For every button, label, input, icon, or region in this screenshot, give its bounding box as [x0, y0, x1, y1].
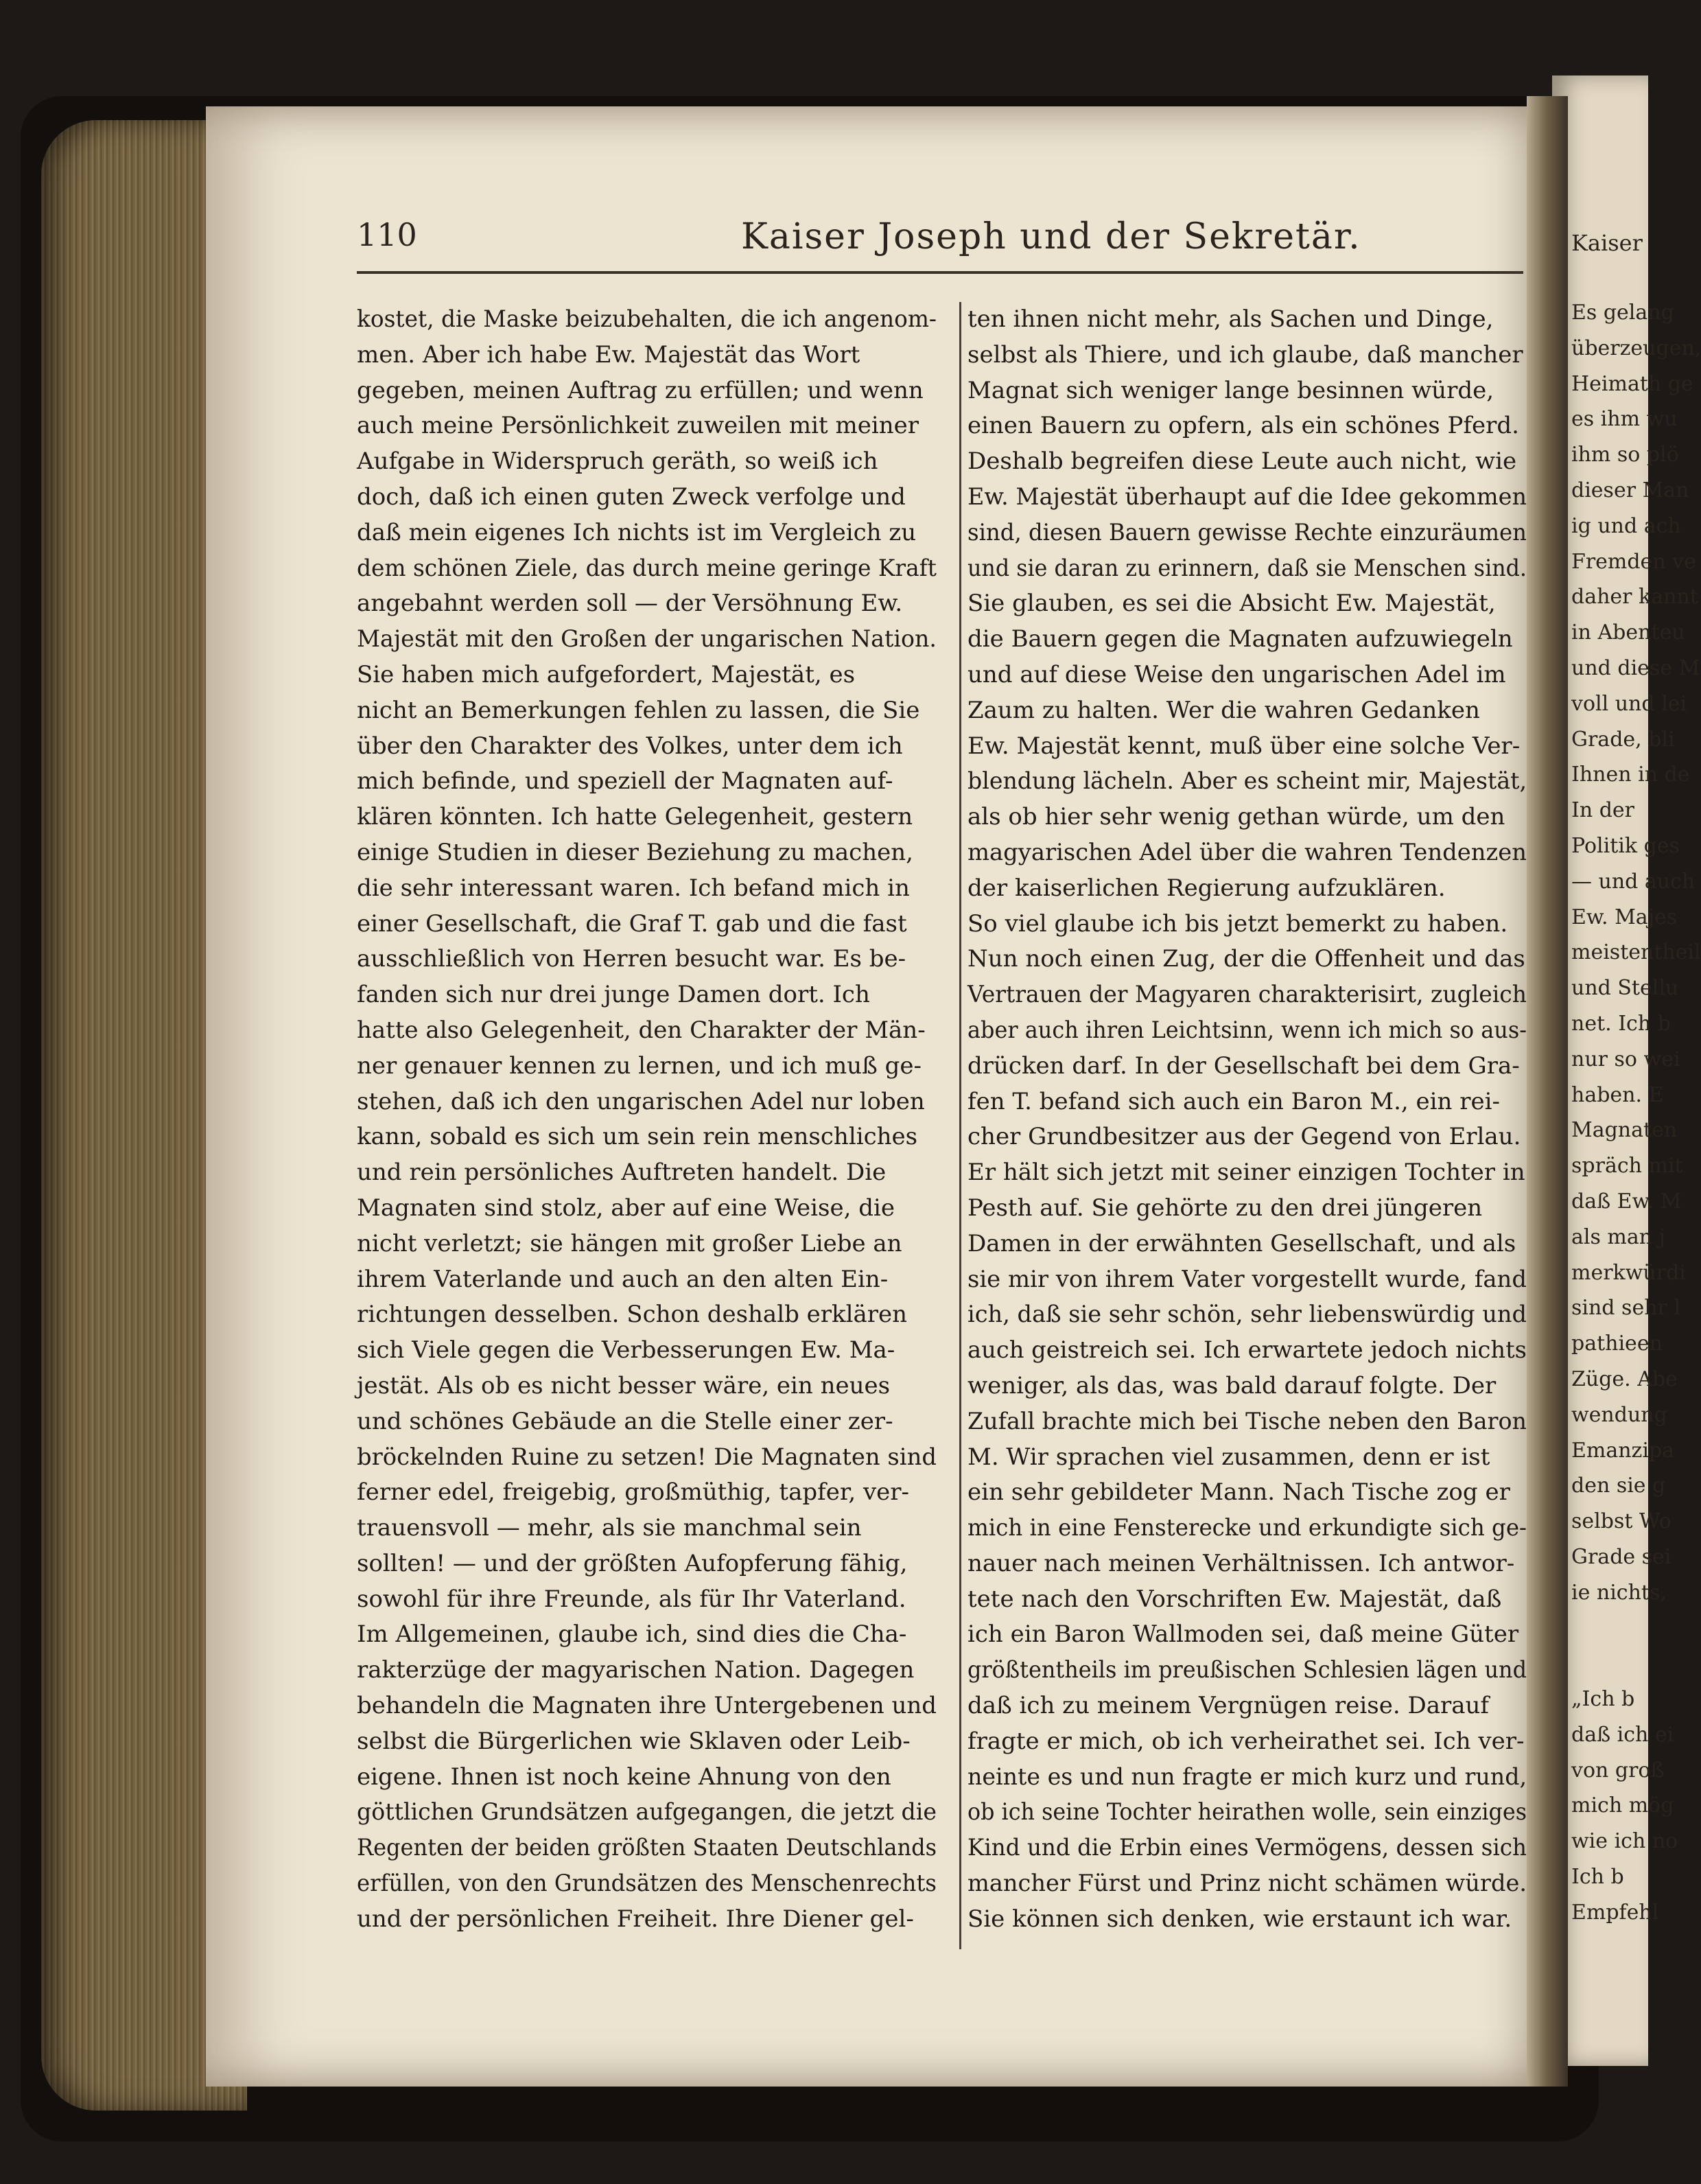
- text-line: in Abenteu: [1571, 620, 1685, 645]
- text-line: rakterzüge der magyarischen Nation. Dagegen: [357, 1656, 915, 1684]
- text-line: magyarischen Adel über die wahren Tendenzen: [967, 838, 1527, 866]
- text-line: ich, daß sie sehr schön, sehr liebenswürdig und: [967, 1301, 1527, 1329]
- text-line: es ihm wu: [1571, 407, 1678, 432]
- text-line: den sie g: [1571, 1474, 1666, 1498]
- text-line: Züge. Abe: [1571, 1367, 1678, 1391]
- text-line: ten ihnen nicht mehr, als Sachen und Dinge,: [967, 305, 1494, 333]
- text-line: einer Gesellschaft, die Graf T. gab und die fast: [357, 909, 907, 938]
- text-line: Empfehl: [1571, 1900, 1659, 1925]
- text-line: merkwürdi: [1571, 1260, 1686, 1285]
- text-line: Heimath ge: [1571, 371, 1693, 396]
- text-line: nicht verletzt; sie hängen mit großer Liebe an: [357, 1229, 902, 1257]
- text-line: und rein persönliches Auftreten handelt. Die: [357, 1159, 887, 1187]
- text-line: Er hält sich jetzt mit seiner einzigen Tochter in: [967, 1159, 1525, 1187]
- text-line: daß Ew. M: [1571, 1189, 1682, 1213]
- text-line: — und auch: [1571, 869, 1696, 894]
- text-line: angebahnt werden soll — der Versöhnung Ew.: [357, 590, 903, 618]
- text-line: daß mein eigenes Ich nichts ist im Vergleich zu: [357, 518, 917, 546]
- text-line: wie ich no: [1571, 1829, 1678, 1854]
- text-line: die sehr interessant waren. Ich befand mich in: [357, 874, 910, 902]
- text-line: und der persönlichen Freiheit. Ihre Diener gel-: [357, 1905, 914, 1933]
- text-line: erfüllen, von den Grundsätzen des Menschenrechts: [357, 1870, 937, 1898]
- text-line: dem schönen Ziele, das durch meine geringe Kraft: [357, 554, 937, 582]
- text-line: dieser Man: [1571, 478, 1689, 502]
- text-line: ihm so plö: [1571, 443, 1679, 467]
- text-line: und sie daran zu erinnern, daß sie Menschen sind.: [967, 554, 1527, 582]
- text-line: einige Studien in dieser Beziehung zu machen,: [357, 838, 913, 866]
- text-line: und schönes Gebäude an die Stelle einer zer-: [357, 1407, 893, 1435]
- text-line: von groß: [1571, 1758, 1665, 1782]
- text-line: hatte also Gelegenheit, den Charakter der Män-: [357, 1016, 926, 1044]
- text-line: als man j: [1571, 1224, 1665, 1249]
- text-line: ich ein Baron Wallmoden sei, daß meine Güter: [967, 1620, 1519, 1649]
- text-line: ig und ach: [1571, 513, 1681, 538]
- text-line: selbst als Thiere, und ich glaube, daß mancher: [967, 340, 1523, 369]
- text-line: meistentheil: [1571, 940, 1701, 965]
- text-line: fanden sich nur drei junge Damen dort. Ich: [357, 981, 870, 1009]
- text-line: aber auch ihren Leichtsinn, wenn ich mich so aus-: [967, 1016, 1527, 1044]
- text-line: daher kannt: [1571, 585, 1698, 609]
- text-line: tete nach den Vorschriften Ew. Majestät, daß: [967, 1585, 1502, 1613]
- text-line: ein sehr gebildeter Mann. Nach Tische zog er: [967, 1478, 1510, 1507]
- text-line: Es gelang: [1571, 301, 1674, 325]
- text-line: ner genauer kennen zu lernen, und ich muß ge-: [357, 1052, 922, 1080]
- text-line: kann, sobald es sich um sein rein menschliches: [357, 1123, 918, 1151]
- text-line: blendung lächeln. Aber es scheint mir, Majestät,: [967, 767, 1527, 795]
- text-line: Pesth auf. Sie gehörte zu den drei jüngeren: [967, 1194, 1483, 1222]
- text-line: gegeben, meinen Auftrag zu erfüllen; und wenn: [357, 376, 924, 404]
- text-line: ausschließlich von Herren besucht war. Es be-: [357, 945, 906, 973]
- text-line: nicht an Bemerkungen fehlen zu lassen, die Sie: [357, 696, 920, 724]
- text-line: sollten! — und der größten Aufopferung fähig,: [357, 1549, 908, 1577]
- text-line: Fremden ve: [1571, 549, 1696, 574]
- text-line: und auf diese Weise den ungarischen Adel im: [967, 660, 1506, 688]
- page-number: 110: [357, 216, 417, 253]
- text-line: fen T. befand sich auch ein Baron M., ein rei-: [967, 1087, 1500, 1115]
- text-line: eigene. Ihnen ist noch keine Ahnung von den: [357, 1763, 891, 1791]
- text-line: selbst Wo: [1571, 1509, 1671, 1534]
- text-line: auch geistreich sei. Ich erwartete jedoch nichts: [967, 1336, 1527, 1364]
- running-title: Kaiser Joseph und der Sekretär.: [741, 216, 1361, 257]
- text-line: Majestät mit den Großen der ungarischen Nation.: [357, 625, 937, 653]
- text-line: Grade, bli: [1571, 727, 1675, 752]
- page-header: [357, 216, 1523, 264]
- text-line: haben. E: [1571, 1082, 1664, 1107]
- text-line: sowohl für ihre Freunde, als für Ihr Vaterland.: [357, 1585, 906, 1613]
- text-line: [1571, 1610, 1647, 1646]
- text-line: überzeugen,: [1571, 336, 1701, 360]
- text-line: ie nichts,: [1571, 1580, 1667, 1605]
- header-rule: [357, 271, 1523, 274]
- text-line: wendung: [1571, 1402, 1667, 1427]
- text-line: fragte er mich, ob ich verheirathet sei. Ich ver-: [967, 1727, 1525, 1755]
- text-line: net. Ich b: [1571, 1011, 1671, 1036]
- text-line: als ob hier sehr wenig gethan würde, um den: [967, 803, 1505, 831]
- text-line: nauer nach meinen Verhältnissen. Ich antwor-: [967, 1549, 1515, 1577]
- text-line: ihrem Vaterlande und auch an den alten Ein-: [357, 1265, 889, 1293]
- text-line: Zaum zu halten. Wer die wahren Gedanken: [967, 696, 1480, 724]
- text-line: trauensvoll — mehr, als sie manchmal sein: [357, 1514, 862, 1542]
- text-line: mich in eine Fensterecke und erkundigte sich ge-: [967, 1514, 1527, 1542]
- text-line: Aufgabe in Widerspruch geräth, so weiß ich: [357, 448, 878, 476]
- text-line: spräch mit: [1571, 1154, 1683, 1178]
- text-line: M. Wir sprachen viel zusammen, denn er ist: [967, 1443, 1490, 1471]
- text-line: jestät. Als ob es nicht besser wäre, ein neues: [357, 1371, 891, 1399]
- text-line: stehen, daß ich den ungarischen Adel nur loben: [357, 1087, 925, 1115]
- text-line: und Stellu: [1571, 976, 1679, 1001]
- text-line: [1571, 1646, 1647, 1682]
- text-line: In der: [1571, 798, 1635, 823]
- text-line: Ew. Majestät überhaupt auf die Idee gekommen: [967, 483, 1527, 511]
- text-line: größtentheils im preußischen Schlesien lägen und: [967, 1656, 1527, 1684]
- text-line: Magnat sich weniger lange besinnen würde,: [967, 376, 1494, 404]
- text-line: mancher Fürst und Prinz nicht schämen würde.: [967, 1870, 1527, 1898]
- text-line: richtungen desselben. Schon deshalb erklären: [357, 1301, 908, 1329]
- text-line: selbst die Bürgerlichen wie Sklaven oder Leib-: [357, 1727, 911, 1755]
- text-line: Zufall brachte mich bei Tische neben den Baron: [967, 1407, 1527, 1435]
- text-line: ferner edel, freigebig, großmüthig, tapfer, ver-: [357, 1478, 910, 1507]
- text-line: göttlichen Grundsätzen aufgegangen, die jetzt die: [357, 1798, 937, 1826]
- text-line: So viel glaube ich bis jetzt bemerkt zu haben.: [967, 909, 1508, 938]
- text-line: bröckelnden Ruine zu setzen! Die Magnaten sind: [357, 1443, 937, 1471]
- text-line: Sie können sich denken, wie erstaunt ich war.: [967, 1905, 1512, 1933]
- column-divider: [959, 302, 961, 1949]
- text-line: Sie glauben, es sei die Absicht Ew. Majestät,: [967, 590, 1496, 618]
- text-line: klären könnten. Ich hatte Gelegenheit, gestern: [357, 803, 913, 831]
- text-line: Ich b: [1571, 1865, 1624, 1890]
- text-line: über den Charakter des Volkes, unter dem ich: [357, 732, 903, 760]
- text-line: men. Aber ich habe Ew. Majestät das Wort: [357, 340, 860, 369]
- text-line: mich mög: [1571, 1793, 1674, 1818]
- right-text-column: [967, 302, 1534, 1938]
- text-line: Im Allgemeinen, glaube ich, sind dies die Cha-: [357, 1620, 907, 1649]
- next-page-header: Kaiser: [1571, 230, 1643, 256]
- text-line: Kind und die Erbin eines Vermögens, dessen sich: [967, 1834, 1527, 1862]
- text-line: Ew. Majestät kennt, muß über eine solche Ver-: [967, 732, 1521, 760]
- text-line: daß ich zu meinem Vergnügen reise. Darauf: [967, 1692, 1490, 1720]
- text-line: mich befinde, und speziell der Magnaten auf-: [357, 767, 893, 795]
- text-line: neinte es und nun fragte er mich kurz und rund,: [967, 1763, 1527, 1791]
- text-line: sie mir von ihrem Vater vorgestellt wurde, fand: [967, 1265, 1527, 1293]
- text-line: Regenten der beiden größten Staaten Deutschlands: [357, 1834, 937, 1862]
- text-line: doch, daß ich einen guten Zweck verfolge und: [357, 483, 906, 511]
- text-line: der kaiserlichen Regierung aufzuklären.: [967, 874, 1446, 902]
- text-line: ob ich seine Tochter heirathen wolle, sein einziges: [967, 1798, 1527, 1826]
- text-line: Politik ges: [1571, 833, 1680, 858]
- text-line: Magnaten: [1571, 1118, 1678, 1143]
- text-line: kostet, die Maske beizubehalten, die ich angenom-: [357, 305, 937, 333]
- text-line: „Ich b: [1571, 1687, 1635, 1712]
- text-line: voll und lei: [1571, 691, 1687, 716]
- next-page-text: [1571, 295, 1701, 1931]
- text-line: weniger, als das, was bald darauf folgte. Der: [967, 1371, 1497, 1399]
- text-line: daß ich ei: [1571, 1722, 1674, 1747]
- text-line: die Bauern gegen die Magnaten aufzuwiegeln: [967, 625, 1513, 653]
- text-line: Grade sei: [1571, 1544, 1671, 1569]
- text-line: behandeln die Magnaten ihre Untergebenen und: [357, 1692, 937, 1720]
- text-line: Vertrauen der Magyaren charakterisirt, zugleich: [967, 981, 1527, 1009]
- text-line: Ew. Majes: [1571, 905, 1678, 929]
- text-line: auch meine Persönlichkeit zuweilen mit meiner: [357, 412, 919, 440]
- text-line: einen Bauern zu opfern, als ein schönes Pferd.: [967, 412, 1519, 440]
- text-line: sind sehr l: [1571, 1296, 1680, 1321]
- text-line: und diese M: [1571, 655, 1700, 680]
- text-line: cher Grundbesitzer aus der Gegend von Erlau.: [967, 1123, 1521, 1151]
- text-line: Ihnen in de: [1571, 763, 1690, 787]
- text-line: Damen in der erwähnten Gesellschaft, und als: [967, 1229, 1516, 1257]
- text-line: Deshalb begreifen diese Leute auch nicht, wie: [967, 448, 1517, 476]
- text-line: nur so wei: [1571, 1047, 1680, 1071]
- text-line: Nun noch einen Zug, der die Offenheit und das: [967, 945, 1525, 973]
- text-line: sind, diesen Bauern gewisse Rechte einzuräumen: [967, 518, 1527, 546]
- text-line: drücken darf. In der Gesellschaft bei dem Gra-: [967, 1052, 1520, 1080]
- text-line: Emanzipa: [1571, 1438, 1675, 1463]
- text-line: pathieen: [1571, 1332, 1663, 1356]
- left-text-column: [357, 302, 937, 1938]
- text-line: Magnaten sind stolz, aber auf eine Weise, die: [357, 1194, 895, 1222]
- text-line: sich Viele gegen die Verbesserungen Ew. Ma-: [357, 1336, 895, 1364]
- text-line: Sie haben mich aufgefordert, Majestät, es: [357, 660, 856, 688]
